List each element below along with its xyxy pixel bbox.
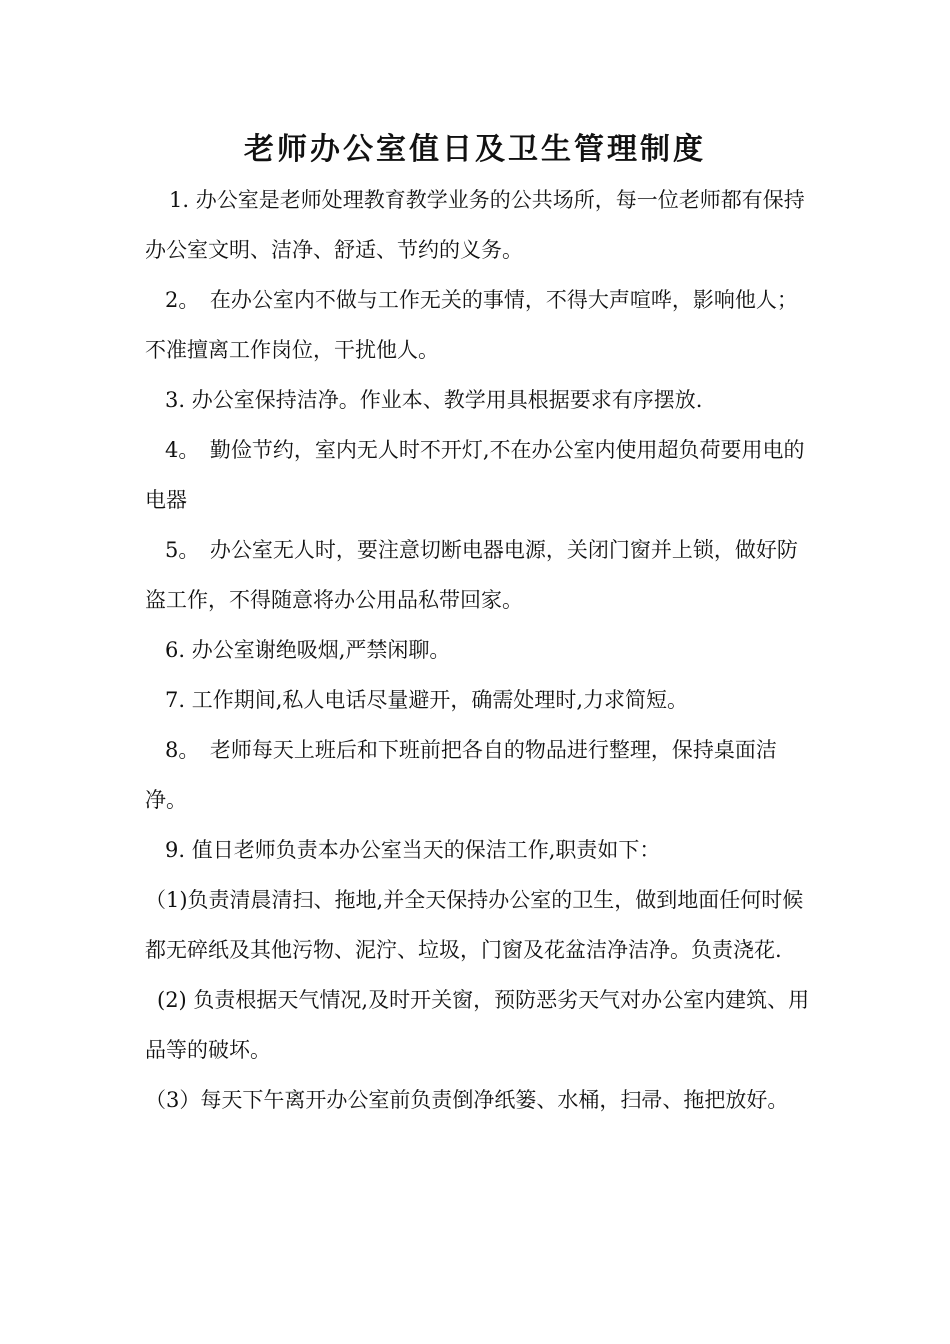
paragraph-6: 6. 办公室谢绝吸烟,严禁闲聊。	[165, 638, 451, 662]
paragraph-8: 8。 老师每天上班后和下班前把各自的物品进行整理，保持桌面洁净。	[145, 738, 777, 812]
document-title: 老师办公室值日及卫生管理制度	[244, 132, 706, 167]
paragraph-9: 9. 值日老师负责本办公室当天的保洁工作,职责如下：	[165, 838, 661, 862]
paragraph-5: 5。 办公室无人时，要注意切断电器电源，关闭门窗并上锁，做好防盗工作，不得随意将办公用品私带回家。	[145, 538, 798, 612]
document-body	[145, 175, 815, 1125]
paragraph-10: （1)负责清晨清扫、拖地,并全天保持办公室的卫生，做到地面任何时候都无碎纸及其他污物、泥泞、垃圾，门窗及花盆洁净洁净。负责浇花.	[145, 888, 804, 962]
paragraph-11: (2) 负责根据天气情况,及时开关窗，预防恶劣天气对办公室内建筑、用品等的破坏。	[145, 988, 810, 1062]
paragraph-2: 2。 在办公室内不做与工作无关的事情，不得大声喧哗，影响他人；不准擅离工作岗位，干扰他人。	[145, 288, 798, 362]
paragraph-7: 7. 工作期间,私人电话尽量避开，确需处理时,力求简短。	[165, 688, 689, 712]
paragraph-1: 1. 办公室是老师处理教育教学业务的公共场所，每一位老师都有保持办公室文明、洁净、舒适、节约的义务。	[145, 188, 805, 262]
paragraph-3: 3. 办公室保持洁净。作业本、教学用具根据要求有序摆放.	[165, 388, 703, 412]
paragraph-12: （3）每天下午离开办公室前负责倒净纸篓、水桶，扫帚、拖把放好。	[145, 1088, 789, 1112]
paragraph-4: 4。 勤俭节约，室内无人时不开灯,不在办公室内使用超负荷要用电的电器	[145, 438, 805, 512]
